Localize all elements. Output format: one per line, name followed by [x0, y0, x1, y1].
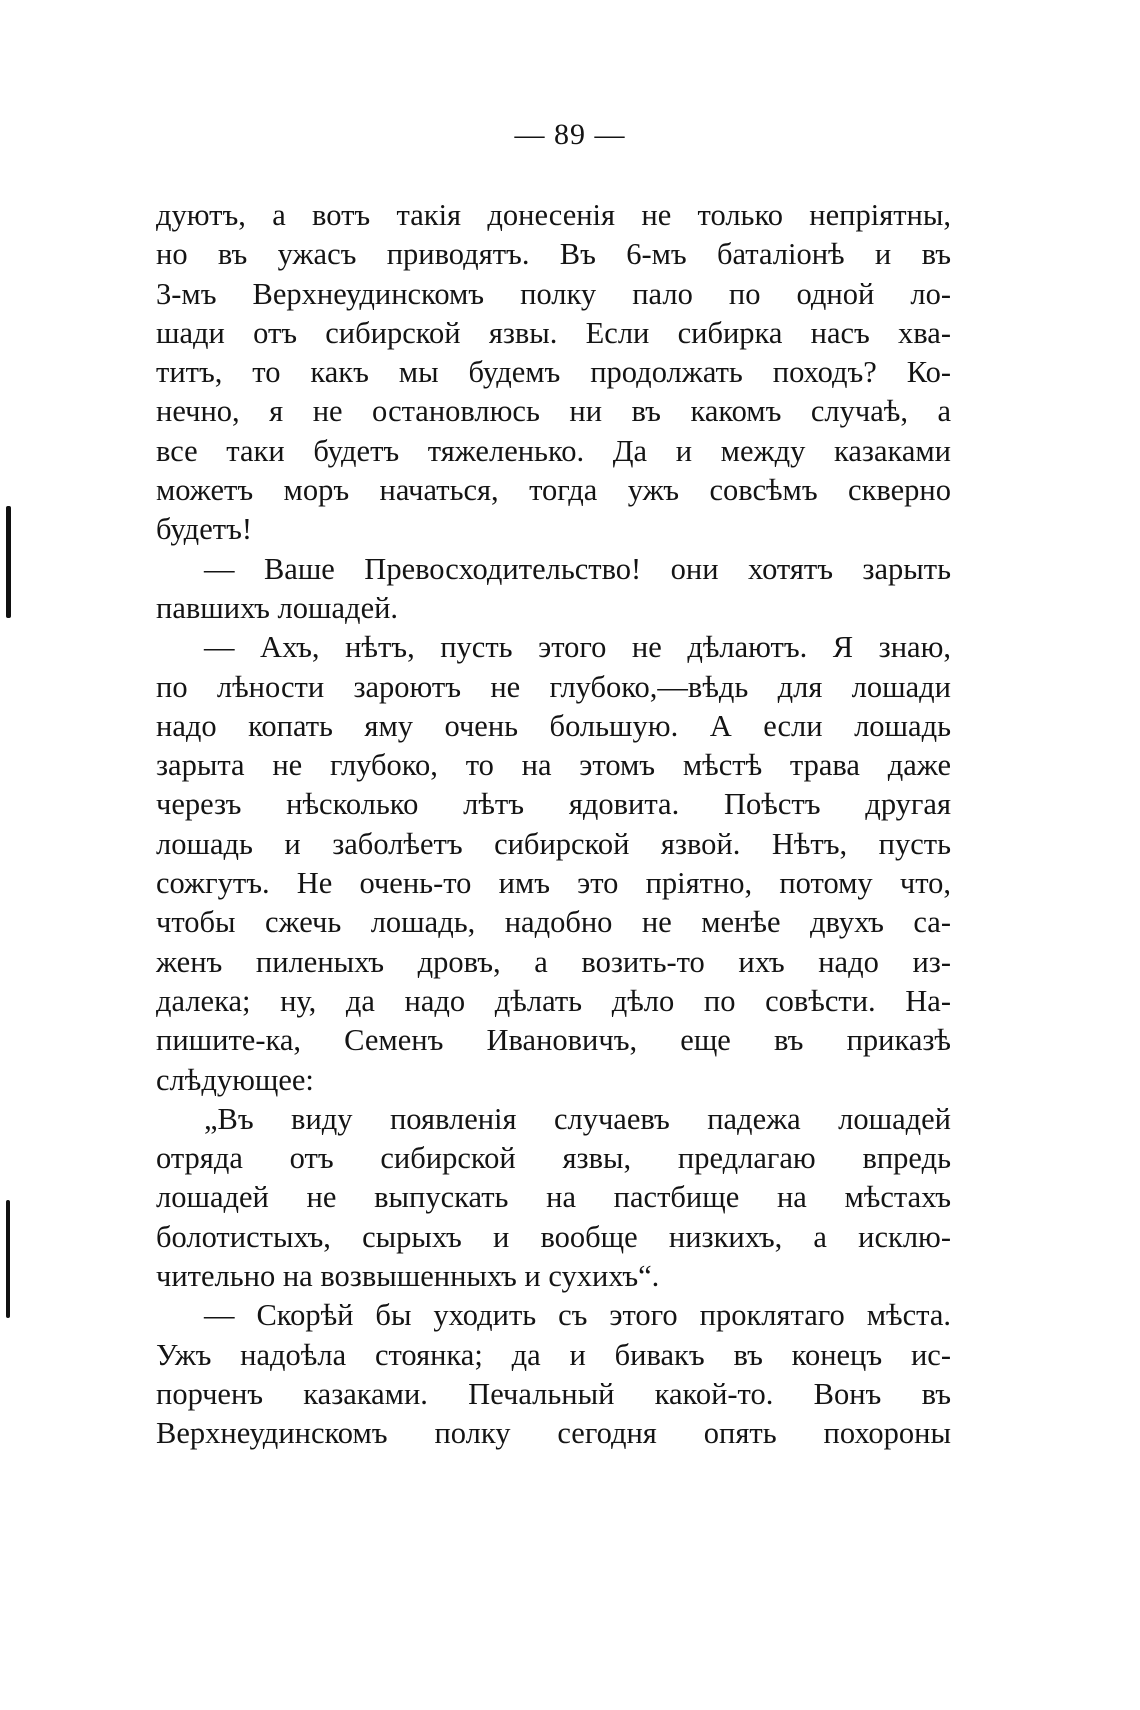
text-line: нечно, я не остановлюсь ни въ какомъ случаѣ, а — [156, 394, 951, 429]
text-line: по лѣности зароютъ не глубоко,—вѣдь для лошади — [156, 669, 951, 704]
text-line: Ужъ надоѣла стоянка; да и бивакъ въ конецъ ис- — [156, 1337, 951, 1372]
text-line: надо копать яму очень большую. А если лошадь — [156, 708, 951, 743]
text-line: шади отъ сибирской язвы. Если сибирка насъ хва- — [156, 315, 951, 350]
text-line: дуютъ, а вотъ такія донесенія не только непріятны, — [156, 198, 951, 232]
body-text — [156, 196, 951, 1454]
text-line: титъ, то какъ мы будемъ продолжать походъ? Ко- — [156, 355, 951, 390]
text-line: — Ваше Превосходительство! они хотятъ зарыть — [204, 551, 951, 586]
text-line: сожгутъ. Не очень-то имъ это пріятно, потому что, — [156, 866, 951, 901]
text-line: можетъ моръ начаться, тогда ужъ совсѣмъ скверно — [156, 473, 951, 508]
text-line: 3-мъ Верхнеудинскомъ полку пало по одной ло- — [156, 276, 951, 311]
text-line: порченъ казаками. Печальный какой-то. Вонъ въ — [156, 1376, 951, 1411]
scan-edge-mark — [6, 506, 11, 618]
text-line: чительно на возвышенныхъ и сухихъ“. — [156, 1259, 660, 1294]
text-line: чтобы сжечь лошадь, надобно не менѣе двухъ са- — [156, 905, 951, 940]
text-line: лошадей не выпускать на пастбище на мѣстахъ — [156, 1180, 951, 1215]
text-line: черезъ нѣсколько лѣтъ ядовита. Поѣстъ другая — [156, 787, 951, 822]
text-line: далека; ну, да надо дѣлать дѣло по совѣсти. На- — [156, 983, 951, 1018]
text-line: слѣдующее: — [156, 1062, 314, 1097]
text-line: все таки будетъ тяжеленько. Да и между казаками — [156, 433, 951, 468]
text-line: женъ пиленыхъ дровъ, а возить-то ихъ надо из- — [156, 944, 951, 979]
text-line: но въ ужасъ приводятъ. Въ 6-мъ баталіонѣ и въ — [156, 237, 951, 272]
text-line: зарыта не глубоко, то на этомъ мѣстѣ трава даже — [156, 748, 951, 783]
text-line: лошадь и заболѣетъ сибирской язвой. Нѣтъ, пусть — [156, 826, 951, 861]
text-line: Верхнеудинскомъ полку сегодня опять похороны — [156, 1416, 951, 1451]
scan-edge-mark — [6, 1200, 10, 1318]
text-line: павшихъ лошадей. — [156, 590, 399, 625]
text-line: пишите-ка, Семенъ Ивановичъ, еще въ приказѣ — [156, 1023, 951, 1058]
page-number: — 89 — — [514, 118, 626, 151]
text-line: отряда отъ сибирской язвы, предлагаю впредь — [156, 1141, 951, 1176]
text-line: „Въ виду появленія случаевъ падежа лошадей — [204, 1101, 951, 1136]
text-line: болотистыхъ, сырыхъ и вообще низкихъ, а исклю- — [156, 1219, 951, 1254]
text-line: будетъ! — [156, 512, 252, 547]
text-line: — Ахъ, нѣтъ, пусть этого не дѣлаютъ. Я знаю, — [204, 630, 951, 665]
text-line: — Скорѣй бы уходить съ этого проклятаго мѣста. — [204, 1298, 951, 1333]
